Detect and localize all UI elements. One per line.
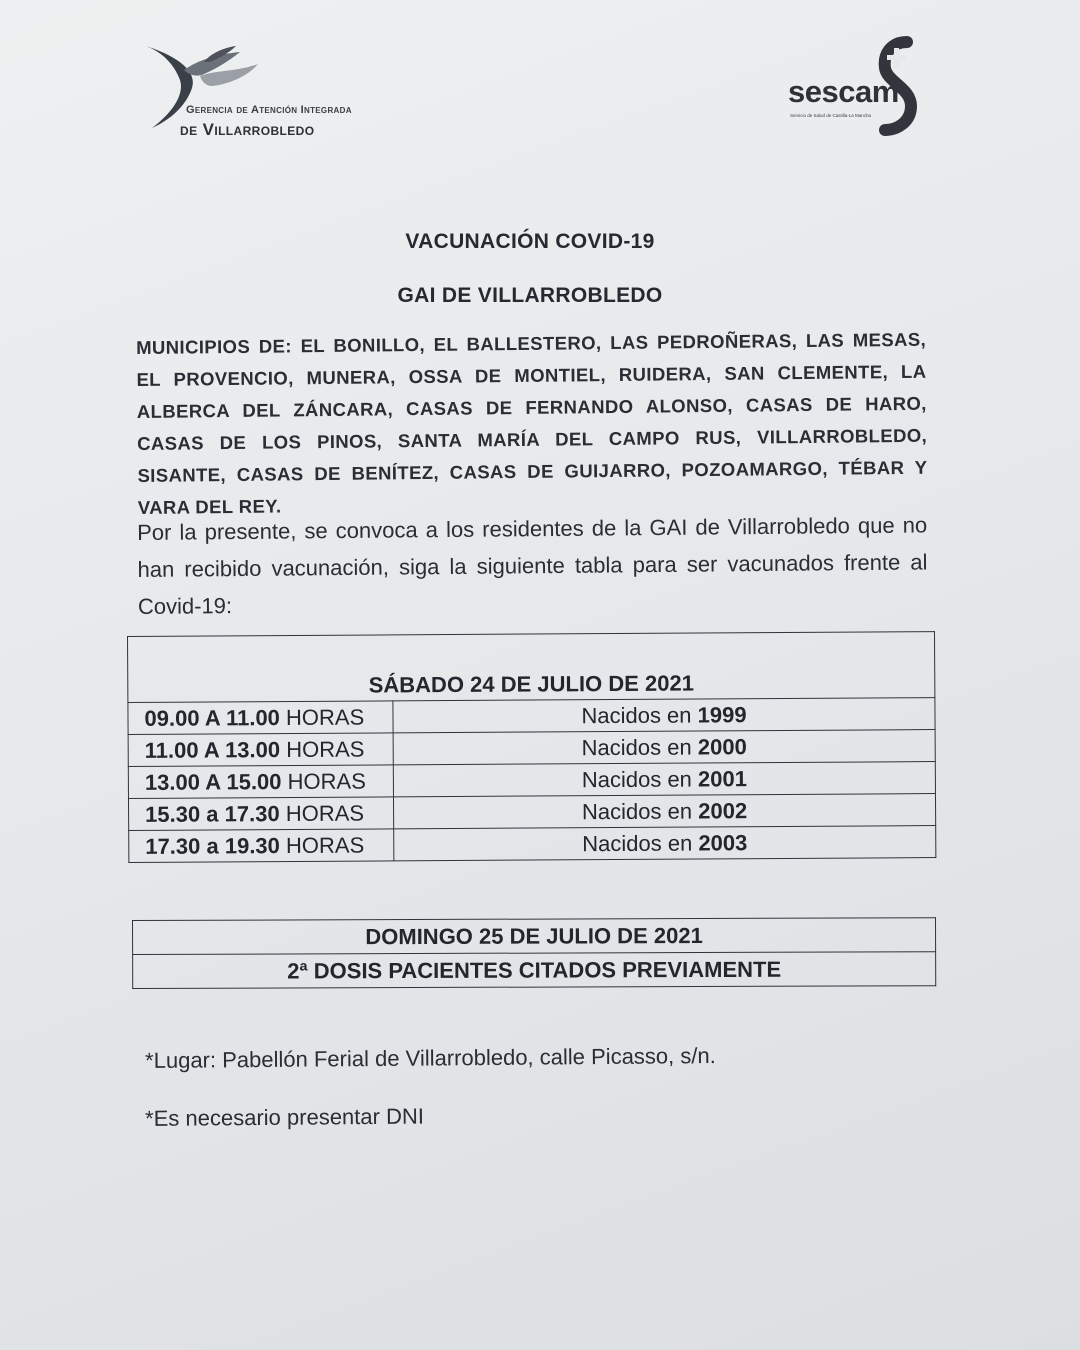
- table-row: [128, 762, 935, 799]
- time-slot: 13.00 A 15.00 HORAS: [128, 765, 393, 799]
- sunday-detail: 2ª DOSIS PACIENTES CITADOS PREVIAMENTE: [133, 952, 936, 989]
- birth-year-cell: Nacidos en 2002: [393, 794, 935, 829]
- dni-note: *Es necesario presentar DNI: [145, 1103, 425, 1131]
- sescam-wordmark: sescam: [788, 74, 899, 109]
- sescam-logo: [785, 34, 925, 144]
- sunday-heading: DOMINGO 25 DE JULIO DE 2021: [133, 918, 936, 955]
- birth-year-cell: Nacidos en 2000: [393, 730, 935, 765]
- birth-year-cell: Nacidos en 1999: [393, 698, 935, 733]
- table-row: [128, 794, 935, 831]
- birth-year-cell: Nacidos en 2001: [393, 762, 935, 797]
- time-slot: 09.00 A 11.00 HORAS: [128, 701, 393, 735]
- saturday-heading: SÁBADO 24 DE JULIO DE 2021: [128, 632, 935, 703]
- time-slot: 17.30 a 19.30 HORAS: [129, 829, 394, 863]
- sescam-tagline: Servicio de Salud de Castilla-La Mancha: [790, 113, 872, 118]
- gai-logo: [140, 40, 380, 145]
- intro-paragraph: Por la presente, se convoca a los residentes de la GAI de Villarrobledo que no han recibido vacunación, siga la siguiente tabla para ser vacunados frente al Covid-19:: [137, 512, 928, 619]
- birth-year-cell: Nacidos en 2003: [394, 826, 936, 861]
- table-row: [129, 826, 936, 863]
- time-slot: 15.30 a 17.30 HORAS: [128, 797, 393, 831]
- time-slot: 11.00 A 13.00 HORAS: [128, 733, 393, 767]
- sescam-emblem-icon: [877, 34, 921, 144]
- municipios-list: MUNICIPIOS DE: EL BONILLO, EL BALLESTERO, LAS PEDROÑERAS, LAS MESAS, EL PROVENCIO, MUNERA, OSSA DE MONTIEL, RUIDERA, SAN CLEMENTE, LA ALBERCA DEL ZÁNCARA, CASAS DE FERNANDO ALONSO, CASAS DE HARO, CASAS DE LOS PINOS, SANTA MARÍA DEL CAMPO RUS, VILLARROBLEDO, SISANTE, CASAS DE BENÍTEZ, CASAS DE GUIJARRO, POZOAMARGO, TÉBAR Y VARA DEL REY.: [136, 328, 928, 518]
- org-name-line2: de Villarrobledo: [180, 120, 315, 139]
- org-name-line1: Gerencia de Atención Integrada: [186, 104, 352, 116]
- document-title: VACUNACIÓN COVID-19: [405, 230, 655, 253]
- saturday-schedule-table: [127, 631, 936, 863]
- table-row: [128, 730, 935, 767]
- table-row: [128, 698, 935, 735]
- document-subtitle: GAI DE VILLARROBLEDO: [397, 284, 663, 307]
- sunday-schedule-table: [132, 917, 936, 989]
- location-note: *Lugar: Pabellón Ferial de Villarrobledo, calle Picasso, s/n.: [145, 1043, 716, 1073]
